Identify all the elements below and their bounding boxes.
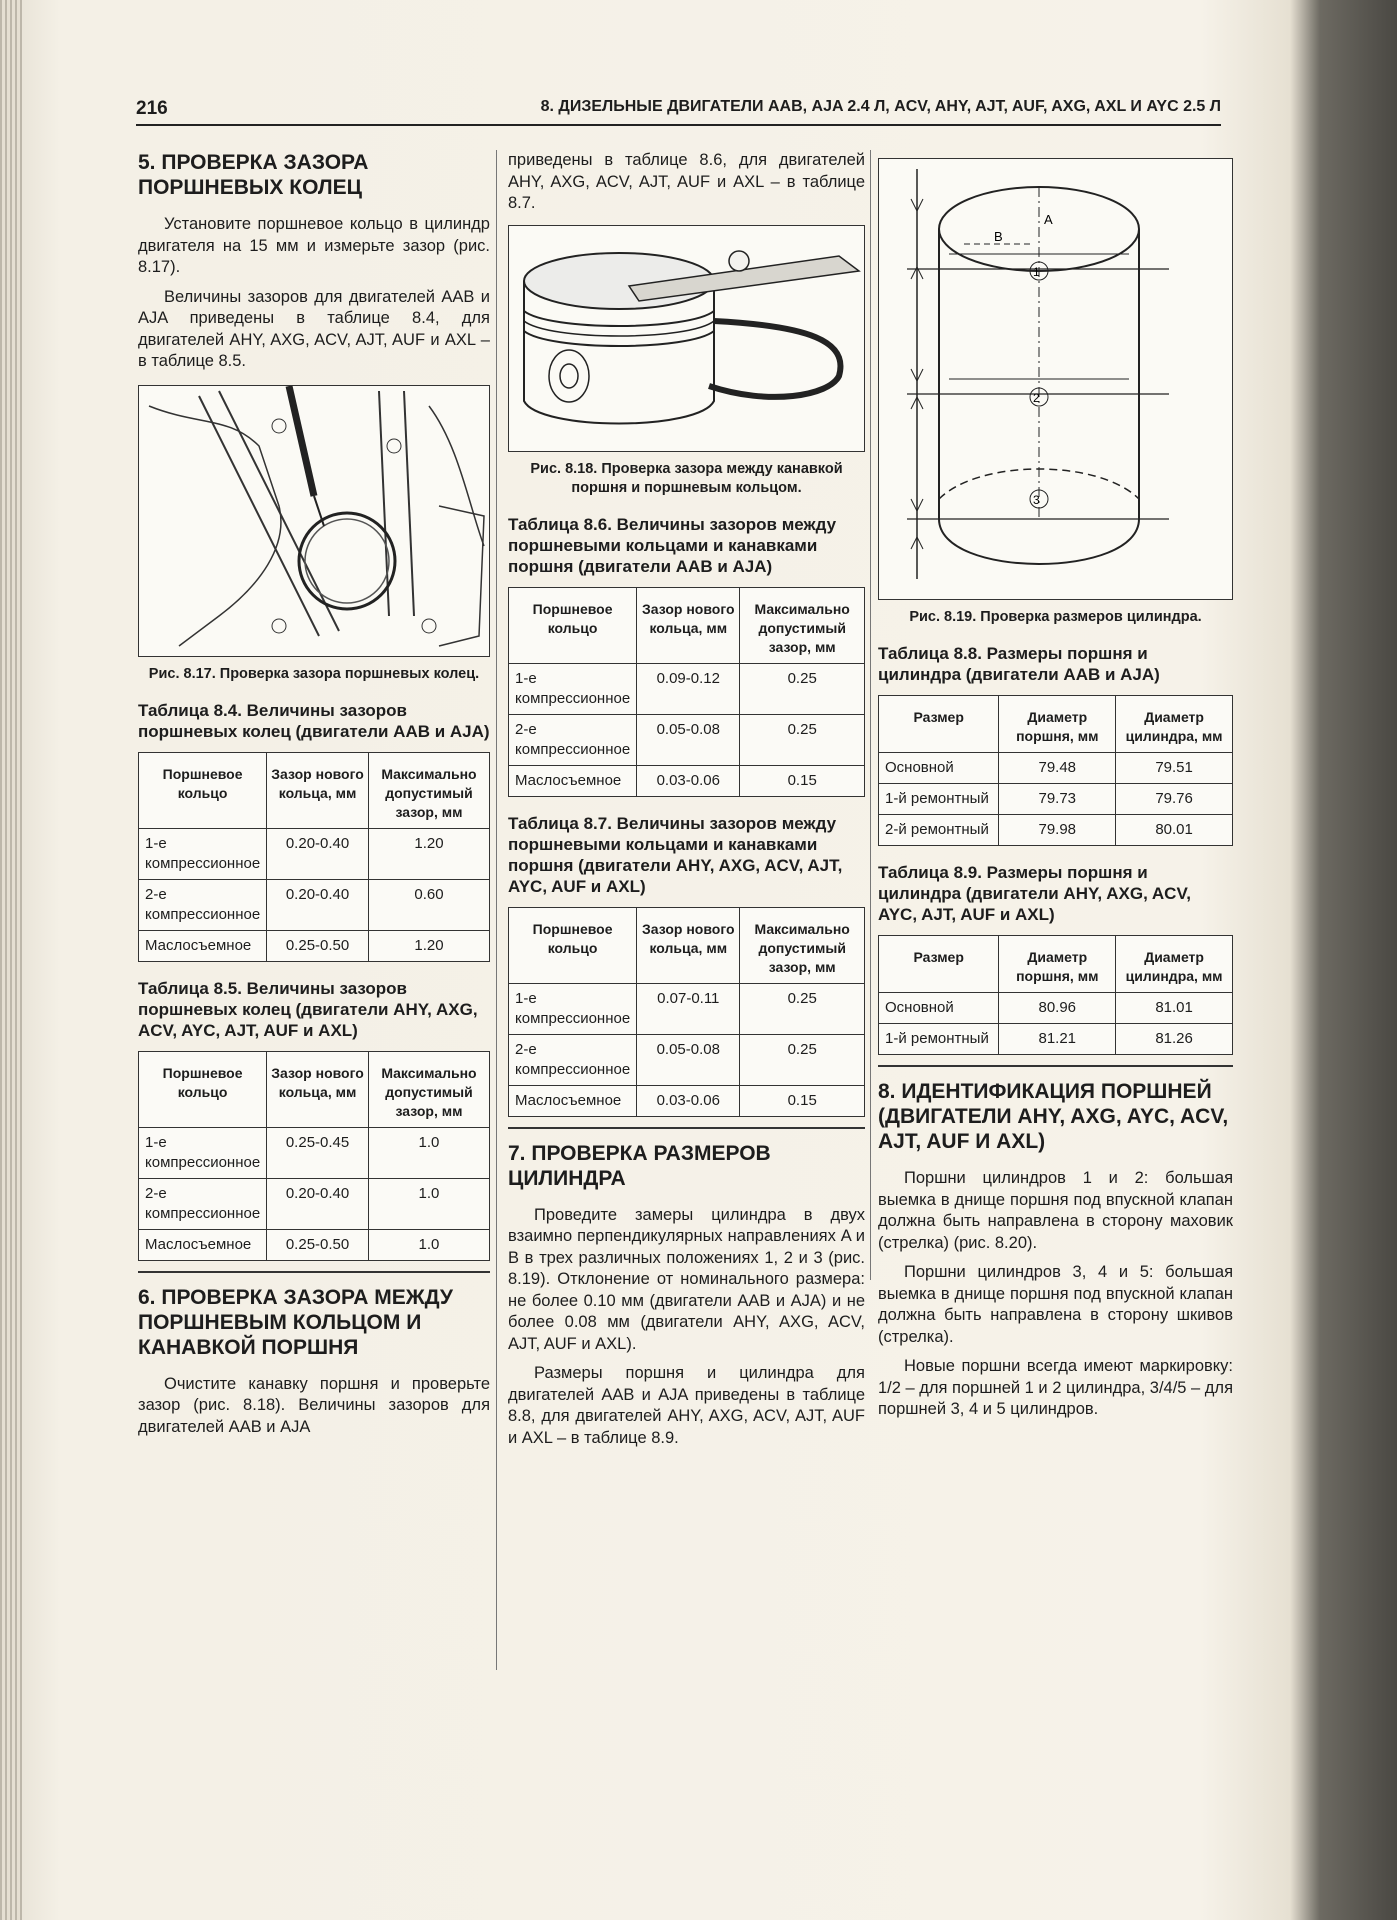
position-1-label: 1: [1033, 265, 1040, 279]
new-gap-cell: 0.07-0.11: [637, 983, 740, 1034]
ring-name-cell: 2-е компрессионное: [509, 714, 637, 765]
new-gap-cell: 0.03-0.06: [637, 765, 740, 796]
cylinder-diameter-cell: 79.51: [1116, 753, 1233, 784]
ring-gap-illustration: [139, 386, 489, 656]
new-gap-cell: 0.20-0.40: [267, 879, 369, 930]
max-gap-cell: 1.20: [368, 828, 489, 879]
table-row: [879, 753, 1233, 784]
section-5-paragraph: Величины зазоров для двигателей ААВ и AJA приведены в таблице 8.4, для двигателей AHY, AXG, ACV, AJT, AUF и AXL – в таблице 8.5.: [138, 287, 490, 370]
new-gap-cell: 0.05-0.08: [637, 714, 740, 765]
max-gap-cell: 0.15: [740, 765, 865, 796]
table-header-row: [509, 907, 865, 983]
size-name-cell: 2-й ремонтный: [879, 815, 999, 846]
figure-8-17: [138, 385, 490, 657]
ring-name-cell: Маслосъемное: [509, 765, 637, 796]
running-header: [136, 98, 1221, 126]
size-name-cell: Основной: [879, 993, 999, 1024]
table-8-9: [878, 935, 1233, 1055]
cylinder-diameter-cell: 81.01: [1116, 993, 1233, 1024]
table-row: [139, 1178, 490, 1229]
piston-diameter-cell: 80.96: [999, 993, 1116, 1024]
table-row: [509, 663, 865, 714]
max-gap-cell: 0.15: [740, 1085, 865, 1116]
table-row: [139, 930, 490, 961]
new-gap-cell: 0.25-0.45: [267, 1127, 369, 1178]
piston-diameter-cell: 81.21: [999, 1024, 1116, 1055]
table-8-6-title: Таблица 8.6. Величины зазоров между поршневыми кольцами и канавками поршня (двигатели ААВ и AJA): [508, 514, 837, 576]
ring-name-cell: 1-е компрессионное: [509, 983, 637, 1034]
column-2: [508, 150, 865, 1457]
table-row: [879, 815, 1233, 846]
figure-8-18: [508, 225, 865, 452]
table-8-9-title: Таблица 8.9. Размеры поршня и цилиндра (двигатели AHY, AXG, ACV, AYC, AJT, AUF и AXL): [878, 863, 1191, 924]
table-row: [509, 1085, 865, 1116]
table-header-row: [139, 752, 490, 828]
table-8-7-title: Таблица 8.7. Величины зазоров между поршневыми кольцами и канавками поршня (двигатели AHY, AXG, ACV, AJT, AYC, AUF и AXL): [508, 813, 843, 896]
table-8-4-title: Таблица 8.4. Величины зазоров поршневых колец (двигатели ААВ и AJA): [138, 700, 490, 741]
max-gap-cell: 1.0: [368, 1229, 489, 1260]
figure-8-18-caption: Рис. 8.18. Проверка зазора между канавкой поршня и поршневым кольцом.: [530, 460, 843, 496]
table-row: [509, 714, 865, 765]
column-header: Максимально допустимый зазор, мм: [740, 907, 865, 983]
new-gap-cell: 0.25-0.50: [267, 1229, 369, 1260]
piston-feeler-illustration: [509, 226, 864, 451]
table-row: [509, 983, 865, 1034]
section-6-paragraph: Очистите канавку поршня и проверьте зазор (рис. 8.18). Величины зазоров для двигателей ААВ и AJA: [138, 1374, 490, 1436]
ring-name-cell: 1-е компрессионное: [509, 663, 637, 714]
section-8-paragraph: Новые поршни всегда имеют маркировку: 1/2 – для поршней 1 и 2 цилиндра, 3/4/5 – для поршней 3, 4 и 5 цилиндров.: [878, 1357, 1233, 1418]
section-7-paragraph: Проведите замеры цилиндра в двух взаимно перпендикулярных направлениях A и B в трех различных положениях 1, 2 и 3 (рис. 8.19). Отклонение от номинального размера: не более 0.10 мм (двигатели ААВ и AJA) и не более 0.08 мм (двигатели AHY, AXG, ACV, AJT, AUF и AXL).: [508, 1205, 865, 1353]
cylinder-diameter-cell: 80.01: [1116, 815, 1233, 846]
max-gap-cell: 0.25: [740, 663, 865, 714]
ring-name-cell: 1-е компрессионное: [139, 828, 267, 879]
cylinder-measurement-diagram: [879, 159, 1232, 599]
new-gap-cell: 0.09-0.12: [637, 663, 740, 714]
section-7-paragraph: Размеры поршня и цилиндра для двигателей ААВ и AJA приведены в таблице 8.8, для двигателей AHY, AXG, ACV, AJT, AUF и AXL – в таблице 8.9.: [508, 1364, 865, 1447]
section-5-paragraph: Установите поршневое кольцо в цилиндр двигателя на 15 мм и измерьте зазор (рис. 8.17).: [138, 215, 490, 276]
table-row: [879, 1024, 1233, 1055]
section-5-title: 5. ПРОВЕРКА ЗАЗОРА ПОРШНЕВЫХ КОЛЕЦ: [138, 151, 369, 199]
column-header: Поршневое кольцо: [509, 907, 637, 983]
table-row: [879, 784, 1233, 815]
section-divider: [508, 1127, 865, 1129]
column-header: Диаметр цилиндра, мм: [1116, 936, 1233, 993]
new-gap-cell: 0.03-0.06: [637, 1085, 740, 1116]
column-rule: [870, 150, 871, 1280]
max-gap-cell: 0.25: [740, 1034, 865, 1085]
column-rule: [496, 150, 497, 1670]
table-8-5-title: Таблица 8.5. Величины зазоров поршневых колец (двигатели AHY, AXG, ACV, AYC, AJT, AUF и AXL): [138, 978, 478, 1040]
column-header: Диаметр поршня, мм: [999, 696, 1116, 753]
max-gap-cell: 0.25: [740, 983, 865, 1034]
column-header: Размер: [879, 696, 999, 753]
column-header: Размер: [879, 936, 999, 993]
ring-name-cell: 2-е компрессионное: [139, 1178, 267, 1229]
new-gap-cell: 0.20-0.40: [267, 828, 369, 879]
column-header: Зазор нового кольца, мм: [637, 907, 740, 983]
section-6-title: 6. ПРОВЕРКА ЗАЗОРА МЕЖДУ ПОРШНЕВЫМ КОЛЬЦОМ И КАНАВКОЙ ПОРШНЯ: [138, 1285, 453, 1359]
section-8-paragraph: Поршни цилиндров 1 и 2: большая выемка в днище поршня под впускной клапан должна быть направлена в сторону маховик (стрелка) (рис. 8.20).: [878, 1169, 1233, 1252]
max-gap-cell: 1.0: [368, 1127, 489, 1178]
column-header: Диаметр поршня, мм: [999, 936, 1116, 993]
max-gap-cell: 1.0: [368, 1178, 489, 1229]
new-gap-cell: 0.20-0.40: [267, 1178, 369, 1229]
figure-8-19: [878, 158, 1233, 600]
figure-8-19-caption: Рис. 8.19. Проверка размеров цилиндра.: [909, 609, 1202, 625]
table-header-row: [509, 587, 865, 663]
column-header: Поршневое кольцо: [139, 752, 267, 828]
table-row: [139, 879, 490, 930]
ring-name-cell: Маслосъемное: [139, 1229, 267, 1260]
table-header-row: [879, 696, 1233, 753]
table-8-6: [508, 587, 865, 797]
column-header: Зазор нового кольца, мм: [267, 752, 369, 828]
new-gap-cell: 0.05-0.08: [637, 1034, 740, 1085]
table-8-8-title: Таблица 8.8. Размеры поршня и цилиндра (двигатели ААВ и AJA): [878, 644, 1160, 684]
chapter-title: 8. ДИЗЕЛЬНЫЕ ДВИГАТЕЛИ ААВ, AJA 2.4 Л, ACV, AHY, AJT, AUF, AXG, AXL И AYC 2.5 Л: [540, 98, 1221, 115]
ring-name-cell: 1-е компрессионное: [139, 1127, 267, 1178]
table-8-4: [138, 752, 490, 962]
direction-a-label: A: [1044, 212, 1053, 227]
section-6-paragraph-continued: приведены в таблице 8.6, для двигателей AHY, AXG, ACV, AJT, AUF и AXL – в таблице 8.7.: [508, 151, 865, 212]
ring-name-cell: 2-е компрессионное: [509, 1034, 637, 1085]
size-name-cell: 1-й ремонтный: [879, 784, 999, 815]
position-2-label: 2: [1033, 391, 1040, 405]
table-header-row: [139, 1051, 490, 1127]
column-3: [878, 150, 1233, 1429]
ring-name-cell: Маслосъемное: [509, 1085, 637, 1116]
ring-name-cell: 2-е компрессионное: [139, 879, 267, 930]
table-row: [139, 1127, 490, 1178]
section-8-paragraph: Поршни цилиндров 3, 4 и 5: большая выемка в днище поршня под впускной клапан должна быть направлена в сторону шкивов (стрелка).: [878, 1263, 1233, 1346]
column-header: Максимально допустимый зазор, мм: [368, 1051, 489, 1127]
table-row: [509, 1034, 865, 1085]
max-gap-cell: 0.25: [740, 714, 865, 765]
section-divider: [138, 1271, 490, 1273]
column-header: Зазор нового кольца, мм: [267, 1051, 369, 1127]
page-edge: [0, 0, 22, 1920]
column-header: Максимально допустимый зазор, мм: [368, 752, 489, 828]
column-header: Максимально допустимый зазор, мм: [740, 587, 865, 663]
page-number: 216: [136, 98, 168, 119]
direction-b-label: B: [994, 229, 1003, 244]
max-gap-cell: 1.20: [368, 930, 489, 961]
piston-diameter-cell: 79.48: [999, 753, 1116, 784]
section-8-title: 8. ИДЕНТИФИКАЦИЯ ПОРШНЕЙ (ДВИГАТЕЛИ AHY, AXG, AYC, ACV, AJT, AUF И AXL): [878, 1080, 1229, 1153]
table-row: [139, 828, 490, 879]
figure-8-17-caption: Рис. 8.17. Проверка зазора поршневых колец.: [148, 665, 480, 682]
table-header-row: [879, 936, 1233, 993]
section-divider: [878, 1065, 1233, 1067]
ring-name-cell: Маслосъемное: [139, 930, 267, 961]
cylinder-diameter-cell: 81.26: [1116, 1024, 1233, 1055]
position-3-label: 3: [1033, 493, 1040, 507]
column-header: Диаметр цилиндра, мм: [1116, 696, 1233, 753]
max-gap-cell: 0.60: [368, 879, 489, 930]
size-name-cell: 1-й ремонтный: [879, 1024, 999, 1055]
table-8-8: [878, 695, 1233, 846]
piston-diameter-cell: 79.98: [999, 815, 1116, 846]
table-row: [509, 765, 865, 796]
table-8-5: [138, 1051, 490, 1261]
column-header: Поршневое кольцо: [139, 1051, 267, 1127]
column-header: Зазор нового кольца, мм: [637, 587, 740, 663]
piston-diameter-cell: 79.73: [999, 784, 1116, 815]
column-1: [138, 150, 490, 1446]
new-gap-cell: 0.25-0.50: [267, 930, 369, 961]
cylinder-diameter-cell: 79.76: [1116, 784, 1233, 815]
table-8-7: [508, 907, 865, 1117]
size-name-cell: Основной: [879, 753, 999, 784]
column-header: Поршневое кольцо: [509, 587, 637, 663]
section-7-title: 7. ПРОВЕРКА РАЗМЕРОВ ЦИЛИНДРА: [508, 1141, 771, 1190]
table-row: [879, 993, 1233, 1024]
table-row: [139, 1229, 490, 1260]
